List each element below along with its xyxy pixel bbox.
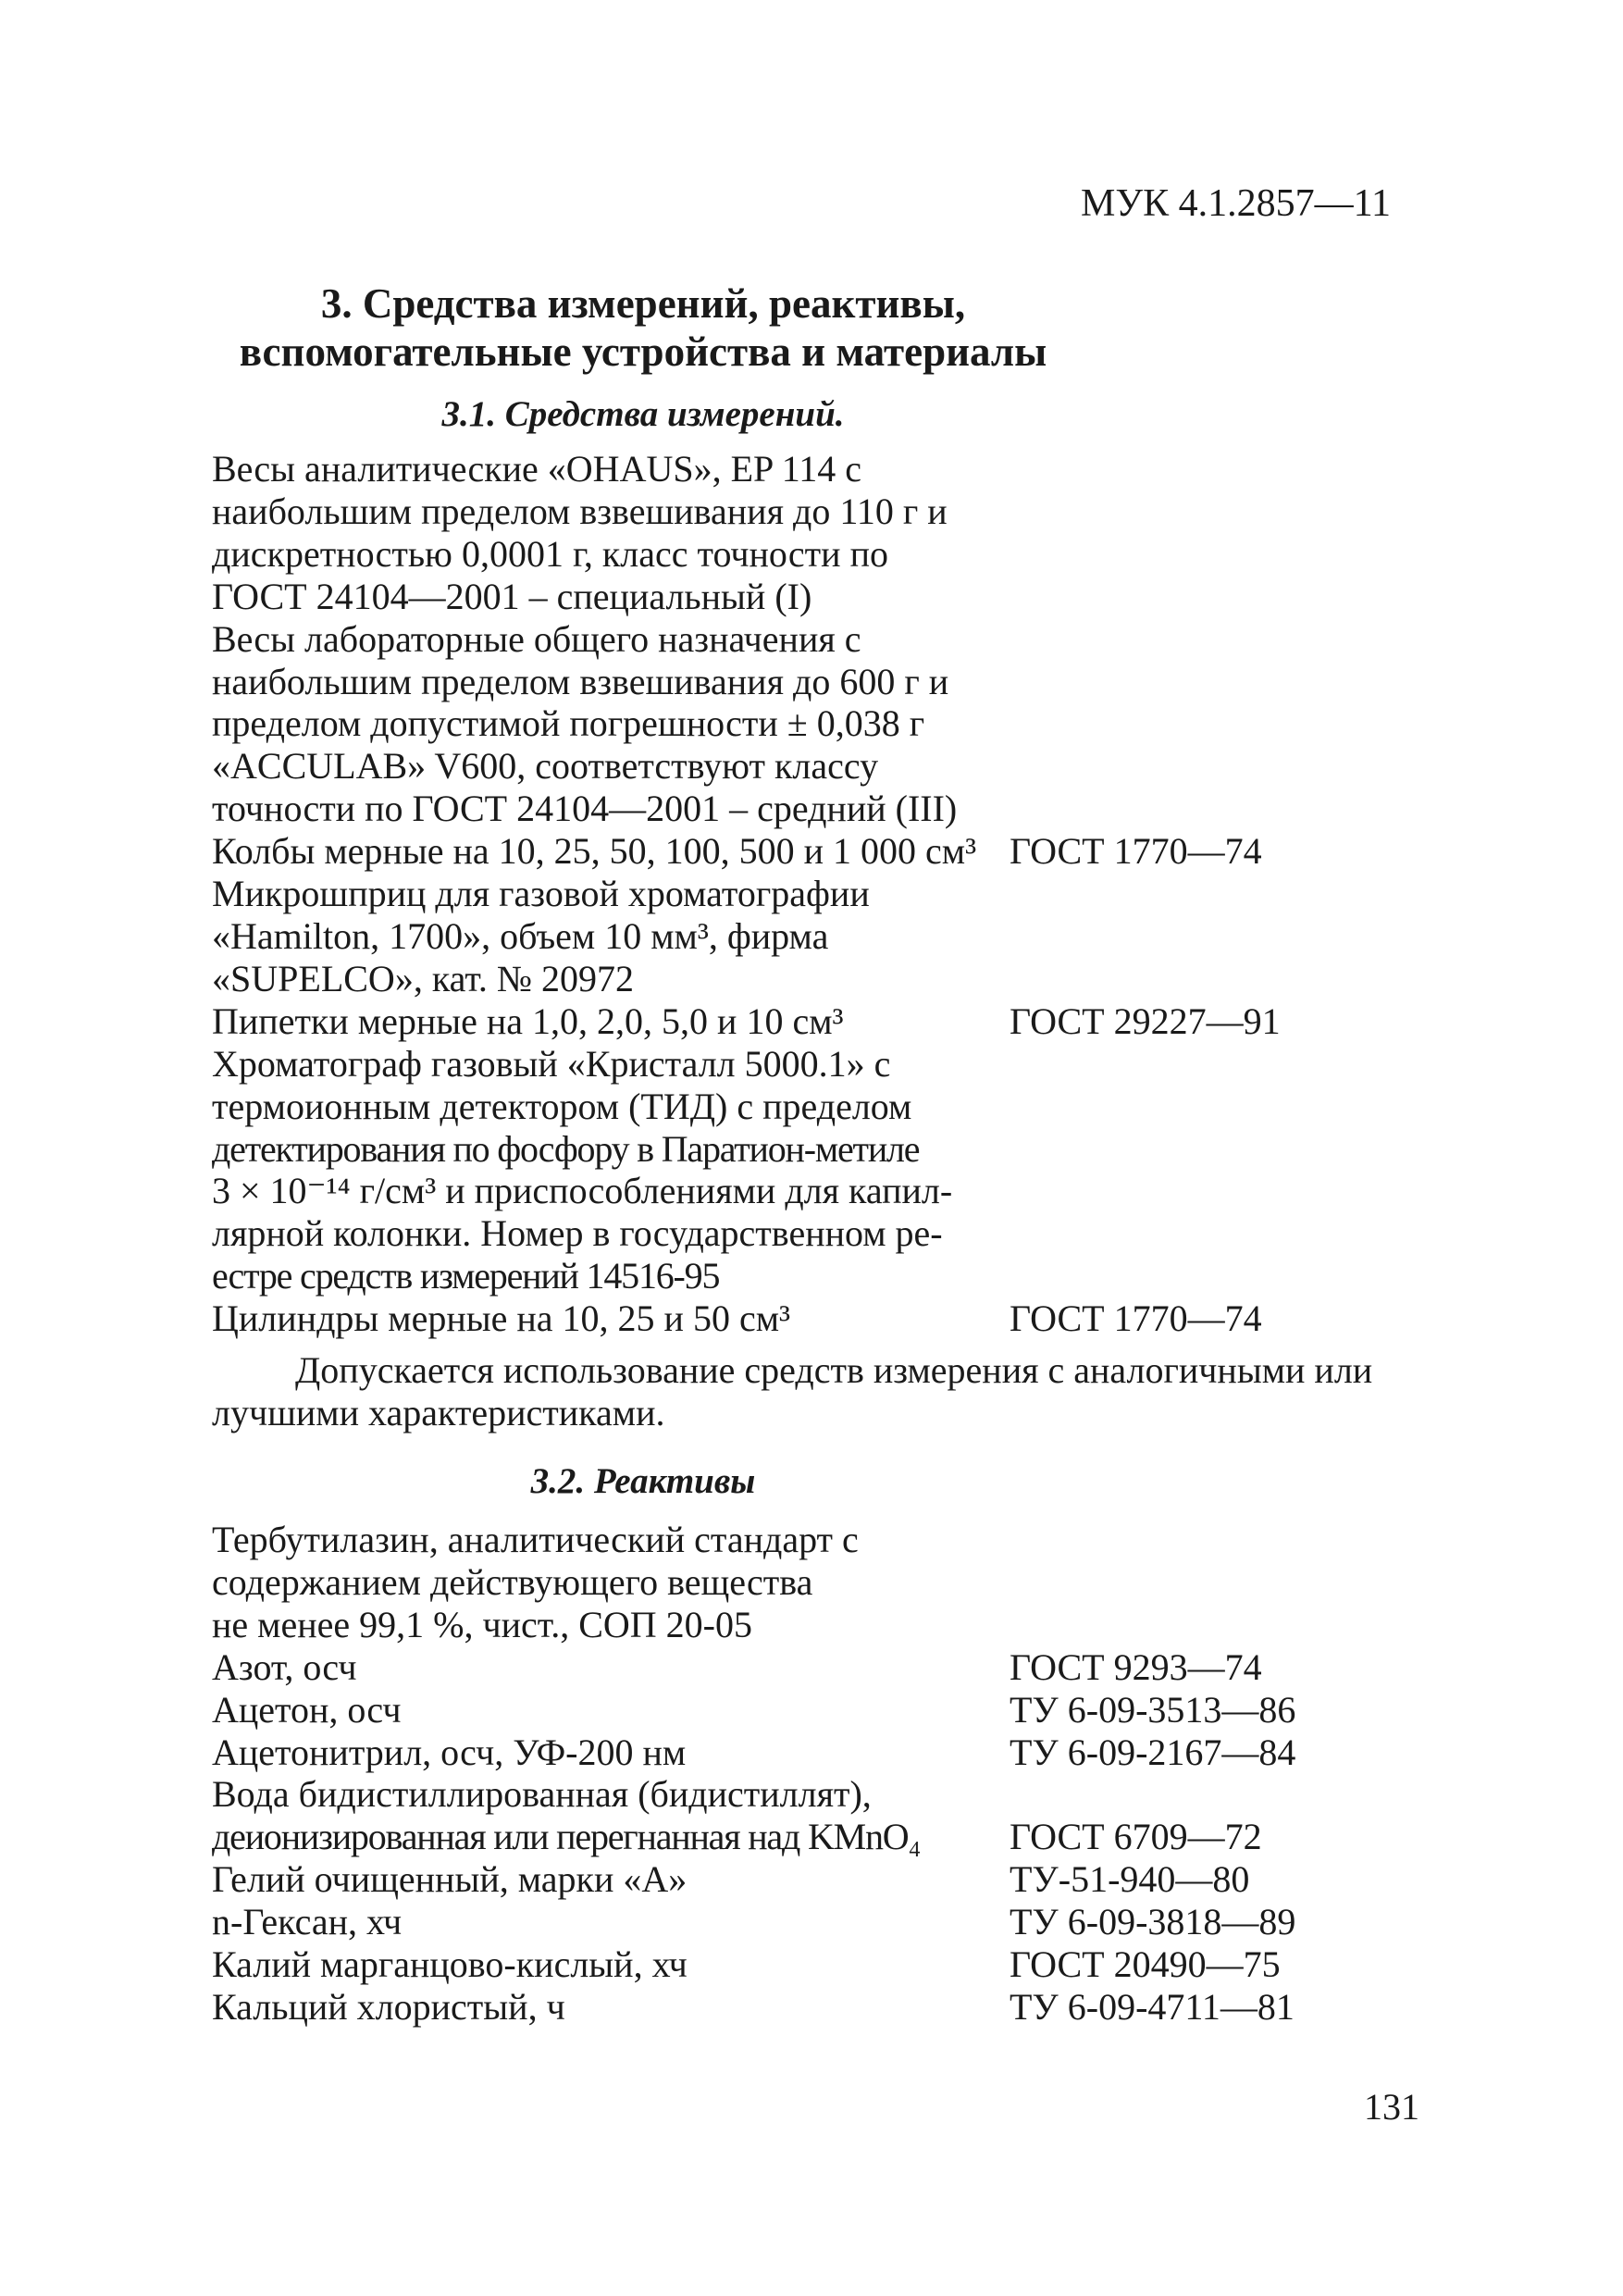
item-line: Азот, осч bbox=[212, 1645, 357, 1688]
list-item bbox=[212, 618, 1443, 661]
list-item-continuation bbox=[212, 1255, 1443, 1297]
item-standard: ГОСТ 29227—91 bbox=[1010, 999, 1281, 1042]
subsection-title-measuring-instruments: 3.1. Средства измерений. bbox=[441, 394, 845, 434]
list-item-continuation bbox=[212, 576, 1443, 618]
item-line: «Hamilton, 1700», объем 10 мм³, фирма bbox=[212, 914, 829, 957]
list-item bbox=[212, 1901, 1443, 1943]
item-line: детектирования по фосфору в Паратион-метиле bbox=[212, 1127, 920, 1170]
item-line: содержанием действующего вещества bbox=[212, 1560, 813, 1603]
item-standard: ГОСТ 1770—74 bbox=[1010, 830, 1262, 873]
document-code: МУК 4.1.2857—11 bbox=[1081, 182, 1392, 225]
section-title-line: вспомогательные устройства и материалы bbox=[239, 329, 1047, 375]
list-item-continuation bbox=[212, 1212, 1443, 1255]
measuring-instruments-list bbox=[212, 448, 1443, 1340]
item-line: Пипетки мерные на 1,0, 2,0, 5,0 и 10 см³ bbox=[212, 999, 844, 1042]
item-line: естре средств измерений 14516-95 bbox=[212, 1255, 720, 1297]
item-line: наибольшим пределом взвешивания до 110 г и bbox=[212, 490, 948, 532]
item-line: пределом допустимой погрешности ± 0,038 г bbox=[212, 702, 925, 745]
list-item bbox=[212, 1773, 1443, 1816]
item-line: лярной колонки. Номер в государственном ре- bbox=[212, 1212, 943, 1255]
list-item-continuation bbox=[212, 1604, 1443, 1646]
list-item bbox=[212, 1858, 1443, 1901]
item-line: Ацетонитрил, осч, УФ-200 нм bbox=[212, 1731, 687, 1773]
item-line: термоионным детектором (ТИД) с пределом bbox=[212, 1085, 912, 1127]
list-item bbox=[212, 1689, 1443, 1731]
item-line: наибольшим пределом взвешивания до 600 г и bbox=[212, 660, 949, 702]
item-standard: ГОСТ 20490—75 bbox=[1010, 1943, 1281, 1986]
list-item-continuation bbox=[212, 533, 1443, 576]
list-item-continuation bbox=[212, 1816, 1443, 1858]
item-line: Ацетон, осч bbox=[212, 1688, 402, 1731]
list-item-continuation bbox=[212, 745, 1443, 788]
list-item-continuation bbox=[212, 490, 1443, 533]
item-line: Хроматограф газовый «Кристалл 5000.1» с bbox=[212, 1042, 891, 1085]
item-line: Весы аналитические «OHAUS», EP 114 с bbox=[212, 448, 862, 490]
list-item-continuation bbox=[212, 1170, 1443, 1212]
item-line: Колбы мерные на 10, 25, 50, 100, 500 и 1 000 см³ bbox=[212, 830, 977, 873]
item-standard: ТУ 6-09-2167—84 bbox=[1010, 1731, 1296, 1773]
item-standard: ГОСТ 1770—74 bbox=[1010, 1297, 1262, 1340]
item-line: Калий марганцово-кислый, хч bbox=[212, 1943, 688, 1986]
item-line: не менее 99,1 %, чист., СОП 20-05 bbox=[212, 1603, 752, 1645]
list-item bbox=[212, 1000, 1443, 1043]
item-line: точности по ГОСТ 24104—2001 – средний (III) bbox=[212, 788, 958, 830]
list-item bbox=[212, 448, 1443, 490]
item-line: ГОСТ 24104—2001 – специальный (I) bbox=[212, 575, 812, 617]
subsection-title-reagents: 3.2. Реактивы bbox=[530, 1461, 756, 1501]
item-line: Гелий очищенный, марки «А» bbox=[212, 1858, 688, 1901]
item-standard: ГОСТ 9293—74 bbox=[1010, 1645, 1262, 1688]
reagents-list bbox=[212, 1519, 1443, 2029]
item-line: Вода бидистиллированная (бидистиллят), bbox=[212, 1773, 872, 1816]
page-number: 131 bbox=[1364, 2086, 1419, 2128]
item-standard: ТУ 6-09-3818—89 bbox=[1010, 1901, 1296, 1943]
item-line: «ACCULAB» V600, соответствуют классу bbox=[212, 745, 879, 788]
section-title bbox=[0, 279, 1286, 376]
list-item-continuation bbox=[212, 788, 1443, 830]
list-item-continuation bbox=[212, 1128, 1443, 1171]
list-item bbox=[212, 1043, 1443, 1086]
list-item bbox=[212, 830, 1443, 873]
item-line: деионизированная или перегнанная над KMnO₄ bbox=[212, 1816, 921, 1858]
list-item bbox=[212, 1519, 1443, 1561]
item-standard: ТУ-51-940—80 bbox=[1010, 1858, 1250, 1901]
item-line: n-Гексан, хч bbox=[212, 1901, 403, 1943]
section-title-line: 3. Средства измерений, реактивы, bbox=[320, 280, 966, 327]
list-item bbox=[212, 1646, 1443, 1689]
list-item bbox=[212, 1943, 1443, 1986]
list-item-continuation bbox=[212, 661, 1443, 703]
list-item-continuation bbox=[212, 1086, 1443, 1128]
item-line: Весы лабораторные общего назначения с bbox=[212, 617, 861, 660]
item-line: Кальций хлористый, ч bbox=[212, 1985, 565, 2028]
list-item-continuation bbox=[212, 702, 1443, 745]
list-item-continuation bbox=[212, 958, 1443, 1000]
list-item bbox=[212, 1731, 1443, 1774]
item-line: «SUPELCO», кат. № 20972 bbox=[212, 957, 634, 999]
item-line: 3 × 10⁻¹⁴ г/см³ и приспособлениями для капил- bbox=[212, 1170, 953, 1212]
item-line: дискретностью 0,0001 г, класс точности по bbox=[212, 532, 888, 575]
list-item bbox=[212, 1986, 1443, 2029]
list-item-continuation bbox=[212, 1561, 1443, 1604]
item-standard: ГОСТ 6709—72 bbox=[1010, 1816, 1262, 1858]
list-item bbox=[212, 1297, 1443, 1340]
note-paragraph: Допускается использование средств измерения с аналогичными или лучшими характеристиками. bbox=[212, 1349, 1373, 1433]
list-item-continuation bbox=[212, 915, 1443, 958]
item-line: Цилиндры мерные на 10, 25 и 50 см³ bbox=[212, 1297, 791, 1340]
item-line: Тербутилазин, аналитический стандарт с bbox=[212, 1519, 859, 1560]
item-line: Микрошприц для газовой хроматографии bbox=[212, 873, 870, 915]
item-standard: ТУ 6-09-3513—86 bbox=[1010, 1688, 1296, 1731]
list-item bbox=[212, 873, 1443, 915]
item-standard: ТУ 6-09-4711—81 bbox=[1010, 1985, 1295, 2028]
